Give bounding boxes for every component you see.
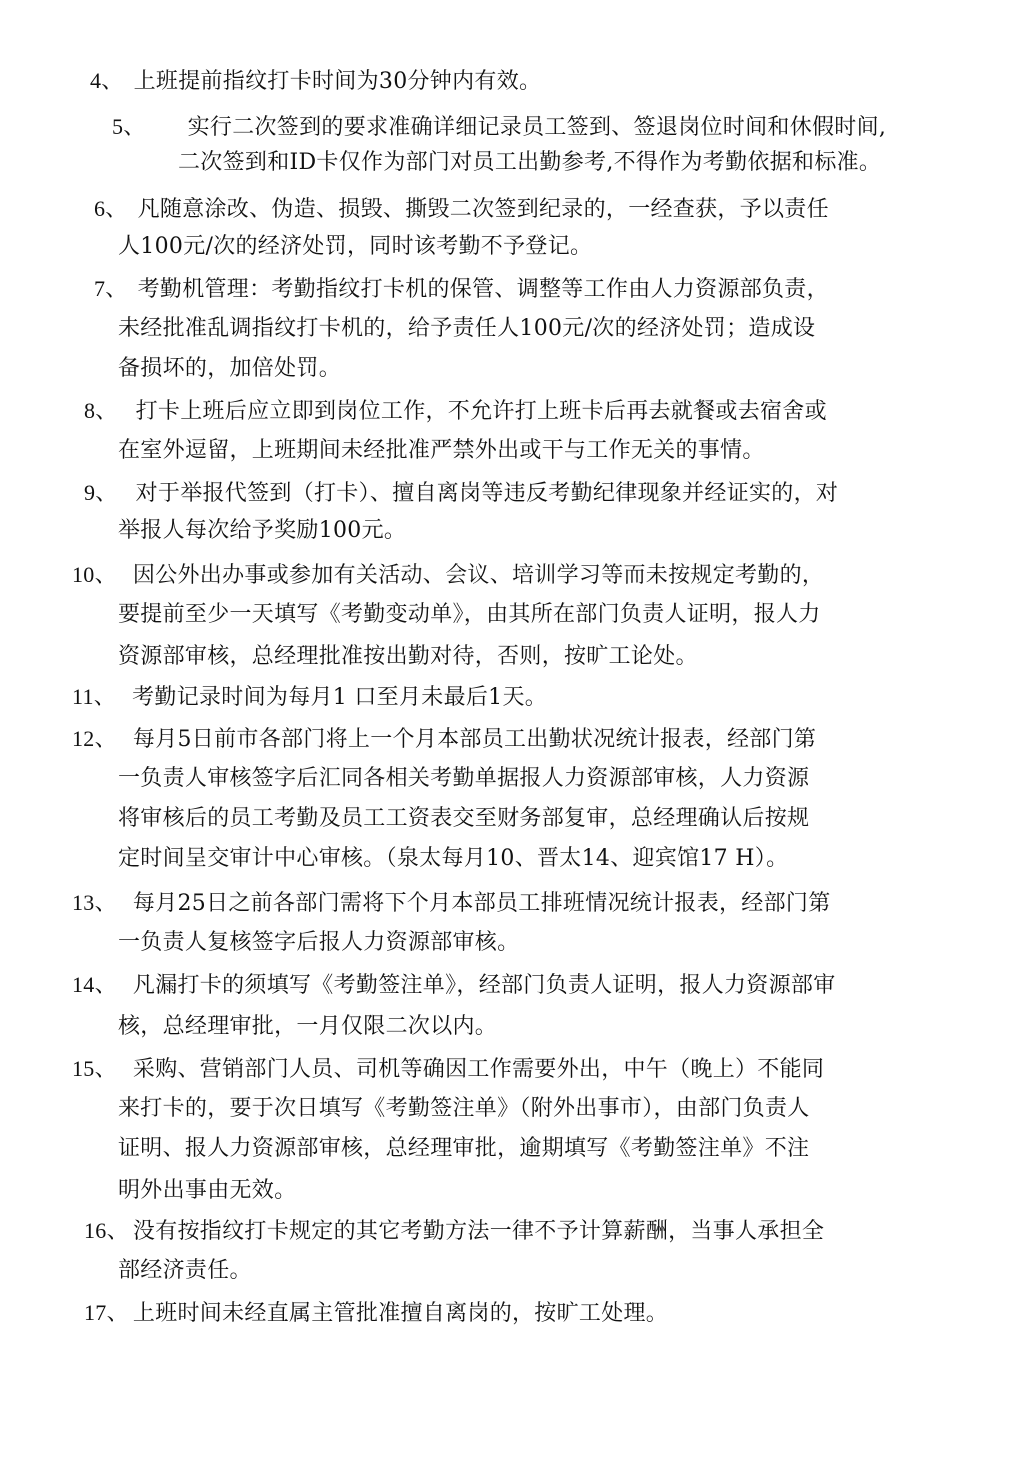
item-text: 未经批准乱调指纹打卡机的，给予责任人100元/次的经济处罚；造成设	[118, 316, 816, 341]
item-text: 考勤机管理：考勤指纹打卡机的保管、调整等工作由人力资源部负责，	[137, 277, 829, 302]
list-item-7-continuation	[118, 314, 815, 344]
list-item-15-continuation	[118, 1134, 809, 1164]
list-item-12-continuation	[118, 804, 809, 834]
list-item-14-continuation	[118, 1012, 497, 1042]
item-text: 一负责人审核签字后汇同各相关考勤单据报人力资源部审核，人力资源	[118, 766, 810, 791]
item-number: 4、	[90, 68, 124, 93]
item-text: 资源部审核，总经理批准按出勤对待，否则，按旷工论处。	[118, 644, 698, 669]
item-text: 举报人每次给予奖励100元。	[118, 518, 407, 543]
item-text: 部经济责任。	[118, 1258, 252, 1283]
item-number: 6、	[94, 196, 128, 221]
item-text: 凡漏打卡的须填写《考勤签注单》，经部门负责人证明，报人力资源部审	[132, 973, 836, 998]
item-text: 备损坏的，加倍处罚。	[118, 356, 342, 381]
item-text: 考勤记录时间为每月1 口至月未最后1天。	[132, 685, 548, 710]
item-text: 打卡上班后应立即到岗位工作，不允许打上班卡后再去就餐或去宿舍或	[135, 399, 827, 424]
item-number: 12、	[72, 726, 117, 751]
list-item-9-continuation	[118, 516, 406, 546]
list-item-15-continuation	[118, 1094, 810, 1124]
list-item-9	[84, 478, 838, 509]
list-item-4	[90, 66, 541, 97]
list-item-15-continuation	[118, 1176, 296, 1206]
item-text: 实行二次签到的要求准确详细记录员工签到、签退岗位时间和休假时间,	[187, 115, 887, 140]
item-text: 对于举报代签到（打卡）、擅自离岗等违反考勤纪律现象并经证实的，对	[135, 481, 839, 506]
list-item-12-continuation	[118, 764, 809, 794]
item-text: 上班时间未经直属主管批准擅自离岗的，按旷工处理。	[132, 1301, 669, 1326]
list-item-10	[72, 560, 824, 591]
list-item-10-continuation	[118, 600, 821, 630]
item-text: 每月5日前市各部门将上一个月本部员工出勤状况统计报表，经部门第	[132, 727, 817, 752]
list-item-13	[72, 888, 831, 919]
item-number: 13、	[72, 890, 117, 915]
list-item-7	[94, 274, 829, 305]
list-item-12-continuation	[118, 844, 788, 874]
list-item-8	[84, 396, 827, 427]
item-text: 人100元/次的经济处罚，同时该考勤不予登记。	[118, 234, 593, 259]
list-item-6	[94, 194, 829, 225]
list-item-15	[72, 1054, 824, 1085]
item-text: 没有按指纹打卡规定的其它考勤方法一律不予计算薪酬，当事人承担全	[132, 1219, 825, 1244]
list-item-8-continuation	[118, 436, 765, 466]
list-item-6-continuation	[118, 232, 592, 262]
list-item-13-continuation	[118, 928, 519, 958]
item-text: 上班提前指纹打卡时间为30分钟内有效。	[133, 69, 542, 94]
item-number: 8、	[84, 398, 118, 423]
list-item-5	[112, 112, 886, 143]
item-number: 14、	[72, 972, 117, 997]
list-item-16	[84, 1216, 824, 1247]
item-text: 每月25日之前各部门需将下个月本部员工排班情况统计报表，经部门第	[132, 891, 831, 916]
item-text: 核，总经理审批，一月仅限二次以内。	[118, 1014, 498, 1039]
item-text: 凡随意涂改、伪造、损毁、撕毁二次签到纪录的，一经查获，予以责任	[137, 197, 829, 222]
item-text: 定时间呈交审计中心审核。（泉太每月10、晋太14、迎宾馆17 H）。	[118, 846, 789, 871]
item-text: 在室外逗留，上班期间未经批准严禁外出或干与工作无关的事情。	[118, 438, 765, 463]
list-item-7-continuation	[118, 354, 341, 384]
item-text: 采购、营销部门人员、司机等确因工作需要外出，中午（晚上）不能同	[132, 1057, 825, 1082]
item-text: 证明、报人力资源部审核，总经理审批，逾期填写《考勤签注单》不注	[118, 1136, 810, 1161]
list-item-17	[84, 1298, 668, 1329]
item-text: 明外出事由无效。	[118, 1178, 297, 1203]
item-text: 来打卡的，要于次日填写《考勤签注单》（附外出事市），由部门负责人	[118, 1096, 810, 1121]
item-number: 11、	[72, 684, 117, 709]
item-number: 5、	[112, 114, 146, 139]
item-number: 7、	[94, 276, 128, 301]
list-item-12	[72, 724, 816, 755]
list-item-10-continuation	[118, 642, 698, 672]
item-number: 9、	[84, 480, 118, 505]
list-item-14	[72, 970, 836, 1001]
item-text: 二次签到和ID卡仅作为部门对员工出勤参考,不得作为考勤依据和标准。	[178, 150, 882, 175]
item-text: 要提前至少一天填写《考勤变动单》，由其所在部门负责人证明，报人力	[118, 602, 821, 627]
item-text: 将审核后的员工考勤及员工工资表交至财务部复审，总经理确认后按规	[118, 806, 810, 831]
item-number: 16、	[84, 1218, 129, 1243]
list-item-5-continuation	[178, 148, 881, 178]
item-number: 15、	[72, 1056, 117, 1081]
list-item-16-continuation	[118, 1256, 252, 1286]
item-text: 因公外出办事或参加有关活动、会议、培训学习等而未按规定考勤的，	[132, 563, 825, 588]
list-item-11	[72, 682, 547, 713]
item-number: 17、	[84, 1300, 129, 1325]
item-number: 10、	[72, 562, 117, 587]
item-text: 一负责人复核签字后报人力资源部审核。	[118, 930, 520, 955]
